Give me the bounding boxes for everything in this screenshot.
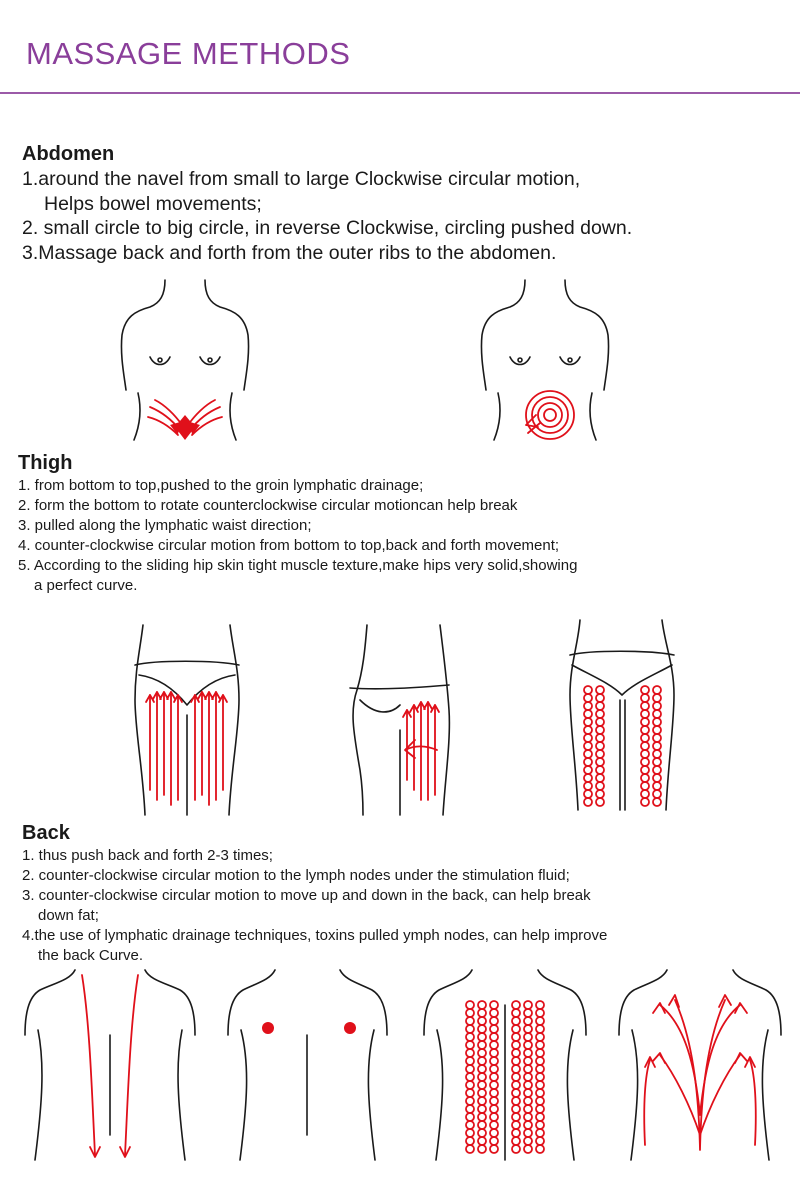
circular-motion-loop [584,718,592,726]
circular-motion-loop [512,1121,520,1129]
abdomen-step-1: 1.around the navel from small to large Clockwise circular motion, [22,168,581,190]
circular-motion-loop [490,1113,498,1121]
circular-motion-loop [466,1137,474,1145]
circular-motion-loop [653,694,661,702]
abdomen-spiral [526,391,574,439]
circular-motion-loop [466,1057,474,1065]
circular-motion-loop [641,686,649,694]
circular-motion-loop [466,1049,474,1057]
circular-motion-loop [490,1105,498,1113]
circular-motion-loop [536,1057,544,1065]
circular-motion-loop [512,1033,520,1041]
circular-motion-loop [536,1113,544,1121]
circular-motion-loop [584,758,592,766]
circular-motion-loop [512,1089,520,1097]
circular-motion-loop [512,1113,520,1121]
circular-motion-loop [490,1097,498,1105]
circular-motion-loop [653,774,661,782]
circular-motion-loop [596,742,604,750]
circular-motion-loop [641,742,649,750]
circular-motion-loop [536,1129,544,1137]
circular-motion-loop [641,790,649,798]
circular-motion-loop [653,734,661,742]
circular-motion-loop [584,702,592,710]
circular-motion-loop [536,1049,544,1057]
circular-motion-loop [490,1089,498,1097]
circular-motion-loop [584,798,592,806]
circular-motion-loop [536,1009,544,1017]
circular-motion-loop [536,1137,544,1145]
abdomen-step-1-cont: Helps bowel movements; [44,192,262,215]
circular-motion-loop [596,726,604,734]
circular-motion-loop [490,1033,498,1041]
circular-motion-loop [641,782,649,790]
circular-motion-loop [536,1081,544,1089]
title-divider [0,92,800,94]
circular-motion-loop [653,726,661,734]
circular-motion-loop [524,1097,532,1105]
circular-motion-loop [524,1033,532,1041]
circular-motion-loop [512,1041,520,1049]
circular-motion-loop [653,782,661,790]
thigh-back-loops [584,686,661,806]
back-step-3-cont: down fat; [38,907,99,924]
circular-motion-loop [524,1081,532,1089]
circular-motion-loop [641,750,649,758]
circular-motion-loop [478,1041,486,1049]
thigh-heading: Thigh [18,452,73,474]
circular-motion-loop [536,1033,544,1041]
circular-motion-loop [478,1089,486,1097]
back-step-4-cont: the back Curve. [38,947,144,964]
circular-motion-loop [524,1065,532,1073]
circular-motion-loop [641,702,649,710]
circular-motion-loop [512,1009,520,1017]
abdomen-red-strokes [148,400,222,440]
thigh-step-2: 2. form the bottom to rotate counterclockwise circular motioncan help break [18,497,518,514]
abdomen-step-2: 2. small circle to big circle, in reverse Clockwise, circling pushed down. [22,217,633,239]
circular-motion-loop [478,1145,486,1153]
abdomen-figure-clockwise [110,275,260,445]
back-steps [22,846,607,966]
circular-motion-loop [478,1033,486,1041]
circular-motion-loop [524,1057,532,1065]
circular-motion-loop [466,1129,474,1137]
circular-motion-loop [466,1081,474,1089]
lymph-node-right [344,1022,356,1034]
circular-motion-loop [490,1025,498,1033]
circular-motion-loop [466,1041,474,1049]
circular-motion-loop [596,790,604,798]
circular-motion-loop [536,1145,544,1153]
circular-motion-loop [524,1129,532,1137]
circular-motion-loop [524,1073,532,1081]
circular-motion-loop [512,1145,520,1153]
circular-motion-loop [653,758,661,766]
circular-motion-loop [478,1097,486,1105]
abdomen-steps [22,167,632,265]
circular-motion-loop [466,1113,474,1121]
circular-motion-loop [524,1121,532,1129]
circular-motion-loop [478,1129,486,1137]
circular-motion-loop [490,1057,498,1065]
circular-motion-loop [524,1105,532,1113]
abdomen-heading: Abdomen [22,143,115,165]
circular-motion-loop [536,1017,544,1025]
circular-motion-loop [536,1121,544,1129]
circular-motion-loop [490,1017,498,1025]
circular-motion-loop [596,718,604,726]
circular-motion-loop [524,1089,532,1097]
circular-motion-loop [641,718,649,726]
back-step-1: 1. thus push back and forth 2-3 times; [22,847,273,864]
circular-motion-loop [641,766,649,774]
circular-motion-loop [596,758,604,766]
circular-motion-loop [478,1081,486,1089]
circular-motion-loop [536,1089,544,1097]
circular-motion-loop [596,710,604,718]
thigh-step-5-cont: a perfect curve. [34,577,138,594]
circular-motion-loop [478,1025,486,1033]
circular-motion-loop [596,702,604,710]
back-figure-push [20,965,200,1165]
circular-motion-loop [478,1073,486,1081]
circular-motion-loop [478,1017,486,1025]
circular-motion-loop [512,1081,520,1089]
circular-motion-loop [524,1017,532,1025]
circular-motion-loop [653,702,661,710]
abdomen-step-3: 3.Massage back and forth from the outer ribs to the abdomen. [22,241,557,264]
lymph-node-left [262,1022,274,1034]
circular-motion-loop [524,1009,532,1017]
page-title: MASSAGE METHODS [26,36,351,71]
circular-motion-loop [512,1049,520,1057]
circular-motion-loop [653,750,661,758]
circular-motion-loop [512,1001,520,1009]
circular-motion-loop [653,718,661,726]
circular-motion-loop [512,1057,520,1065]
circular-motion-loop [584,710,592,718]
circular-motion-loop [536,1073,544,1081]
circular-motion-loop [596,750,604,758]
thigh-side-arrows [403,702,439,800]
circular-motion-loop [641,774,649,782]
circular-motion-loop [584,790,592,798]
thigh-figure-side [345,620,460,820]
abdomen-figure-reverse [470,275,620,445]
circular-motion-loop [512,1137,520,1145]
circular-motion-loop [596,694,604,702]
circular-motion-loop [490,1137,498,1145]
circular-motion-loop [490,1001,498,1009]
back-drainage-arrows [644,995,756,1150]
circular-motion-loop [466,1065,474,1073]
thigh-figure-front [125,620,250,820]
circular-motion-loop [584,734,592,742]
back-heading: Back [22,822,70,844]
circular-motion-loop [490,1145,498,1153]
circular-motion-loop [478,1137,486,1145]
circular-motion-loop [641,710,649,718]
circular-motion-loop [478,1049,486,1057]
circular-motion-loop [524,1041,532,1049]
circular-motion-loop [653,766,661,774]
circular-motion-loop [653,798,661,806]
back-step-4: 4.the use of lymphatic drainage techniques, toxins pulled ymph nodes, can help improve [22,927,608,944]
circular-motion-loop [584,686,592,694]
circular-motion-loop [653,790,661,798]
circular-motion-loop [596,782,604,790]
circular-motion-loop [641,726,649,734]
circular-motion-loop [478,1057,486,1065]
circular-motion-loop [478,1009,486,1017]
circular-motion-loop [596,686,604,694]
circular-motion-loop [641,694,649,702]
circular-motion-loop [596,766,604,774]
circular-motion-loop [490,1081,498,1089]
circular-motion-loop [466,1033,474,1041]
circular-motion-loop [490,1065,498,1073]
circular-motion-loop [490,1121,498,1129]
back-step-3: 3. counter-clockwise circular motion to move up and down in the back, can help break [22,887,591,904]
circular-motion-loop [641,734,649,742]
circular-motion-loop [490,1009,498,1017]
circular-motion-loop [524,1001,532,1009]
circular-motion-loop [478,1065,486,1073]
circular-motion-loop [641,758,649,766]
circular-motion-loop [466,1001,474,1009]
circular-motion-loop [478,1105,486,1113]
circular-motion-loop [584,766,592,774]
circular-motion-loop [512,1097,520,1105]
thigh-step-4: 4. counter-clockwise circular motion from bottom to top,back and forth movement; [18,537,560,554]
circular-motion-loop [466,1025,474,1033]
circular-motion-loop [512,1025,520,1033]
circular-motion-loop [584,726,592,734]
circular-motion-loop [536,1041,544,1049]
circular-motion-loop [490,1129,498,1137]
back-figure-drainage [615,965,785,1165]
circular-motion-loop [653,686,661,694]
circular-motion-loop [466,1009,474,1017]
circular-motion-loop [536,1001,544,1009]
circular-motion-loop [512,1065,520,1073]
back-figure-nodes [225,965,390,1165]
circular-motion-loop [466,1017,474,1025]
circular-motion-loop [512,1105,520,1113]
thigh-step-1: 1. from bottom to top,pushed to the groin lymphatic drainage; [18,477,424,494]
circular-motion-loop [490,1041,498,1049]
circular-motion-loop [512,1073,520,1081]
circular-motion-loop [478,1001,486,1009]
circular-motion-loop [584,774,592,782]
circular-motion-loop [584,782,592,790]
circular-motion-loop [653,710,661,718]
circular-motion-loop [536,1105,544,1113]
circular-motion-loop [466,1105,474,1113]
circular-motion-loop [490,1073,498,1081]
back-figure-circles [420,965,590,1165]
circular-motion-loop [466,1089,474,1097]
back-step-2: 2. counter-clockwise circular motion to the lymph nodes under the stimulation fluid; [22,867,570,884]
circular-motion-loop [490,1049,498,1057]
circular-motion-loop [596,798,604,806]
circular-motion-loop [584,742,592,750]
circular-motion-loop [584,750,592,758]
thigh-step-3: 3. pulled along the lymphatic waist direction; [18,517,312,534]
circular-motion-loop [524,1049,532,1057]
circular-motion-loop [524,1113,532,1121]
circular-motion-loop [512,1129,520,1137]
circular-motion-loop [584,694,592,702]
circular-motion-loop [536,1065,544,1073]
circular-motion-loop [596,774,604,782]
circular-motion-loop [524,1137,532,1145]
circular-motion-loop [466,1121,474,1129]
circular-motion-loop [466,1073,474,1081]
thigh-steps [18,476,577,596]
circular-motion-loop [596,734,604,742]
circular-motion-loop [512,1017,520,1025]
circular-motion-loop [536,1025,544,1033]
circular-motion-loop [466,1097,474,1105]
circular-motion-loop [478,1113,486,1121]
circular-motion-loop [641,798,649,806]
thigh-figure-back [560,615,685,815]
circular-motion-loop [466,1145,474,1153]
circular-motion-loop [524,1025,532,1033]
circular-motion-loop [478,1121,486,1129]
circular-motion-loop [653,742,661,750]
thigh-step-5: 5. According to the sliding hip skin tight muscle texture,make hips very solid,showing [18,557,578,574]
circular-motion-loop [524,1145,532,1153]
circular-motion-loop [536,1097,544,1105]
